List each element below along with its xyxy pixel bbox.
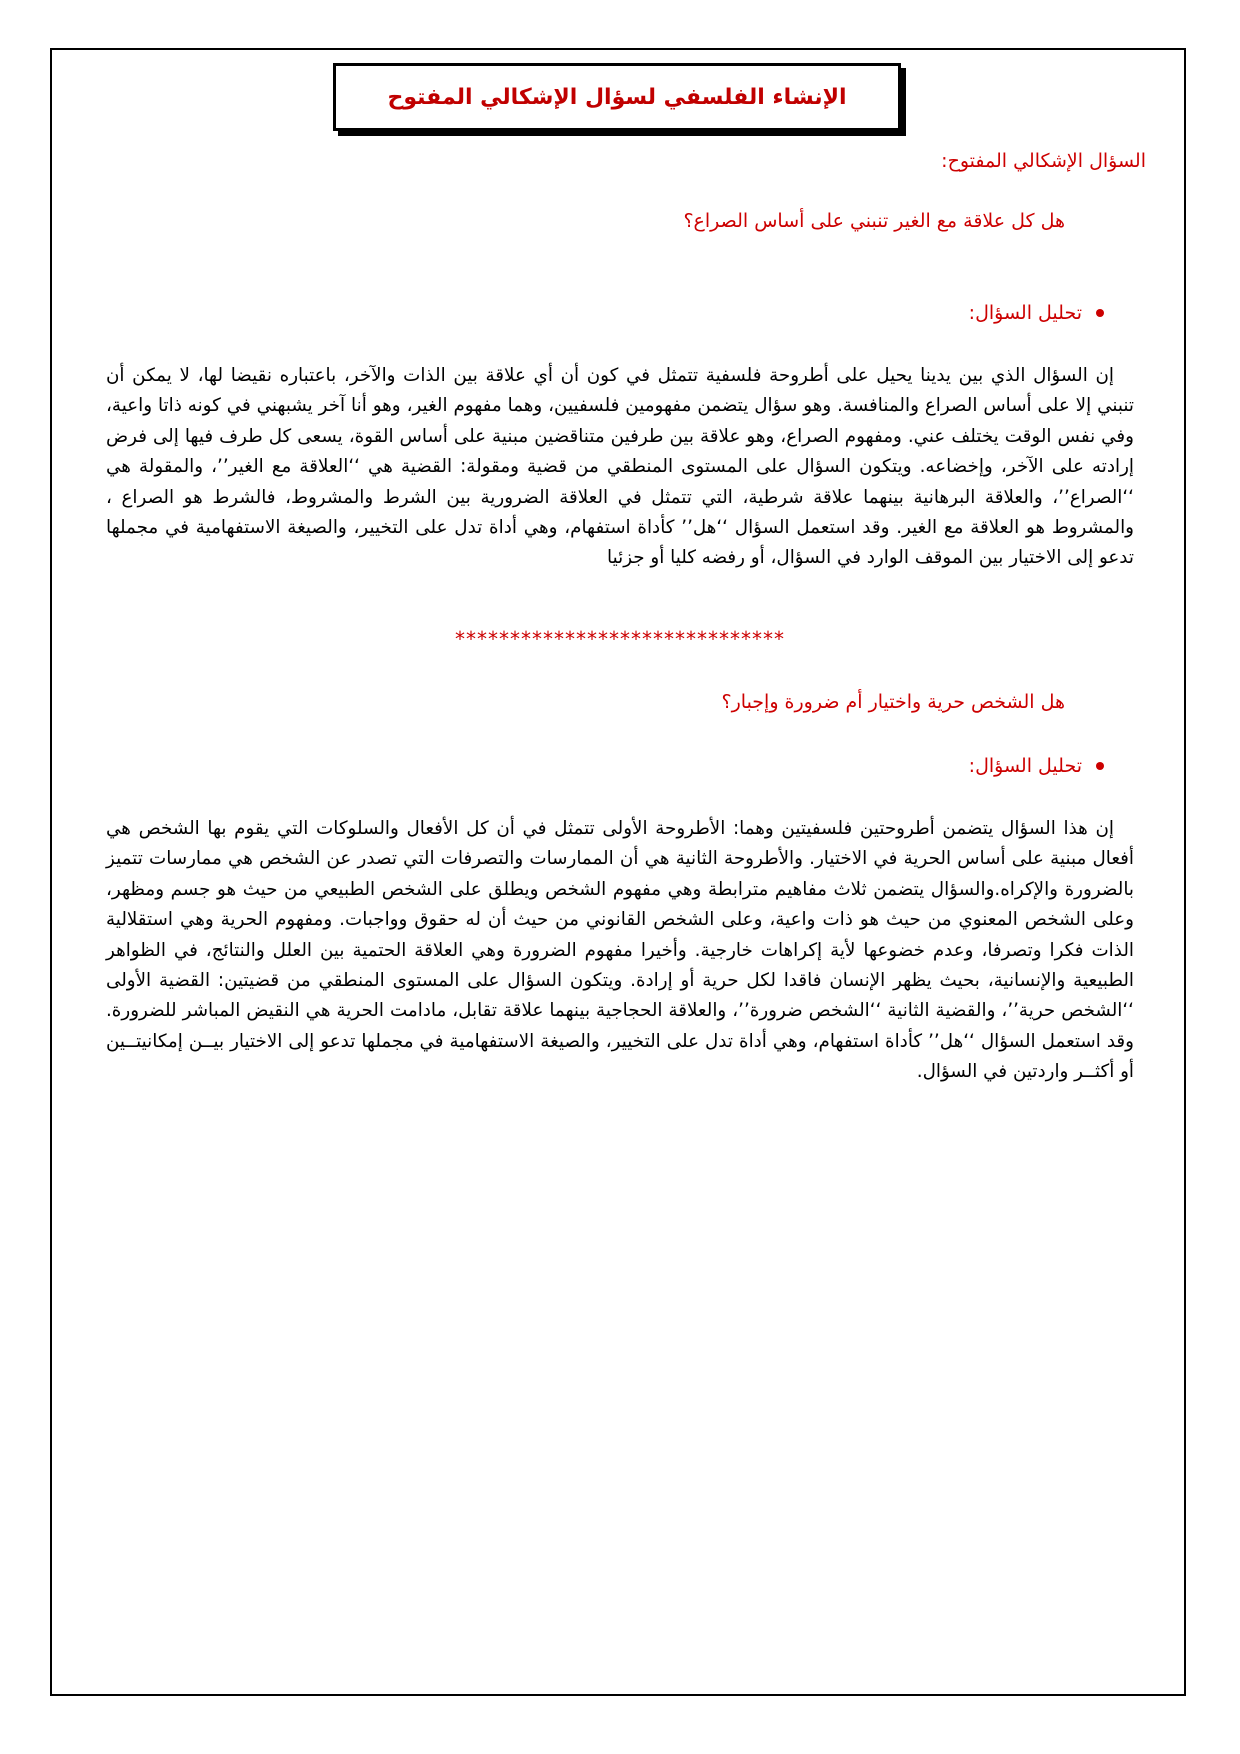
- bullet-icon: [1096, 309, 1104, 317]
- question-2: هل الشخص حرية واختيار أم ضرورة وإجبار؟: [721, 691, 1065, 713]
- analysis-paragraph-2: إن هذا السؤال يتضمن أطروحتين فلسفيتين وهما: الأطروحة الأولى تتمثل في أن كل الأفعال والسلوكات التي يقوم بها الشخص هي أفعال مبنية على أساس الحرية في الاختيار. والأطروحة الثانية هي أن الممارسات والتصرفات التي تصدر عن الشخص هي ممارسات تتميز بالضرورة والإكراه.والسؤال يتضمن ثلاث مفاهيم مترابطة وهي مفهوم الشخص ويطلق على الشخص الطبيعي من حيث هو جسم ومظهر، وعلى الشخص المعنوي من حيث هو ذات واعية، وعلى الشخص القانوني من حيث أن له حقوق وواجبات. ومفهوم الحرية وهي استقلالية الذات فكرا وتصرفا، وعدم خضوعها لأية إكراهات خارجية. وأخيرا مفهوم الضرورة وهي العلاقة الحتمية بين العلل والنتائج، في الظواهر الطبيعية والإنسانية، بحيث يظهر الإنسان فاقدا لكل حرية أو إرادة. ويتكون السؤال على المستوى المنطقي من قضيتين: القضية الأولى ‘‘الشخص حرية’’، والقضية الثانية ‘‘الشخص ضرورة’’، والعلاقة الحجاجية بينهما علاقة تقابل، مادامت الحرية هي النقيض المباشر للضرورة. وقد استعمل السؤال ‘‘هل’’ كأداة استفهام، وهي أداة تدل على التخيير، والصيغة الاستفهامية في مجملها تدعو إلى الاختيار بيــن إمكانيتــين أو أكثــر واردتين في السؤال.: [106, 818, 1134, 1083]
- section-label: السؤال الإشكالي المفتوح:: [941, 150, 1146, 172]
- separator: ******************************: [455, 627, 785, 651]
- analysis-paragraph-1: إن السؤال الذي بين يدينا يحيل على أطروحة فلسفية تتمثل في كون أن أي علاقة بين الذات والآخر، باعتباره نقيضا لها، لا يمكن أن تنبني إلا على أساس الصراع والمنافسة. وهو سؤال يتضمن مفهومين فلسفيين، وهما مفهوم الغير، وهو أنا آخر يشبهني في كونه ذاتا واعية، وفي نفس الوقت يختلف عني. ومفهوم الصراع، وهو علاقة بين طرفين متناقضين مبنية على أساس القوة، يسعى كل طرف فيها إلى فرض إرادته على الآخر، وإخضاعه. ويتكون السؤال على المستوى المنطقي من قضية ومقولة: القضية هي ‘‘العلاقة مع الغير’’، والمقولة هي ‘‘الصراع’’، والعلاقة البرهانية بينهما علاقة شرطية، التي تتمثل في العلاقة الضرورية بين الشرط والمشروط، فالشرط هو الصراع ، والمشروط هو العلاقة مع الغير. وقد استعمل السؤال ‘‘هل’’ كأداة استفهام، وهي أداة تدل على التخيير، والصيغة الاستفهامية في مجملها تدعو إلى الاختيار بين الموقف الوارد في السؤال، أو رفضه كليا أو جزئيا: [106, 365, 1134, 569]
- page-title: الإنشاء الفلسفي لسؤال الإشكالي المفتوح: [387, 84, 847, 110]
- analysis-heading-2: [969, 755, 1104, 777]
- question-1: هل كل علاقة مع الغير تنبني على أساس الصراع؟: [683, 210, 1065, 232]
- analysis-heading-1-label: تحليل السؤال:: [968, 302, 1082, 324]
- analysis-heading-2-label: تحليل السؤال:: [968, 755, 1082, 777]
- bullet-icon: [1096, 762, 1104, 770]
- title-box: [333, 63, 901, 131]
- analysis-heading-1: [969, 302, 1104, 324]
